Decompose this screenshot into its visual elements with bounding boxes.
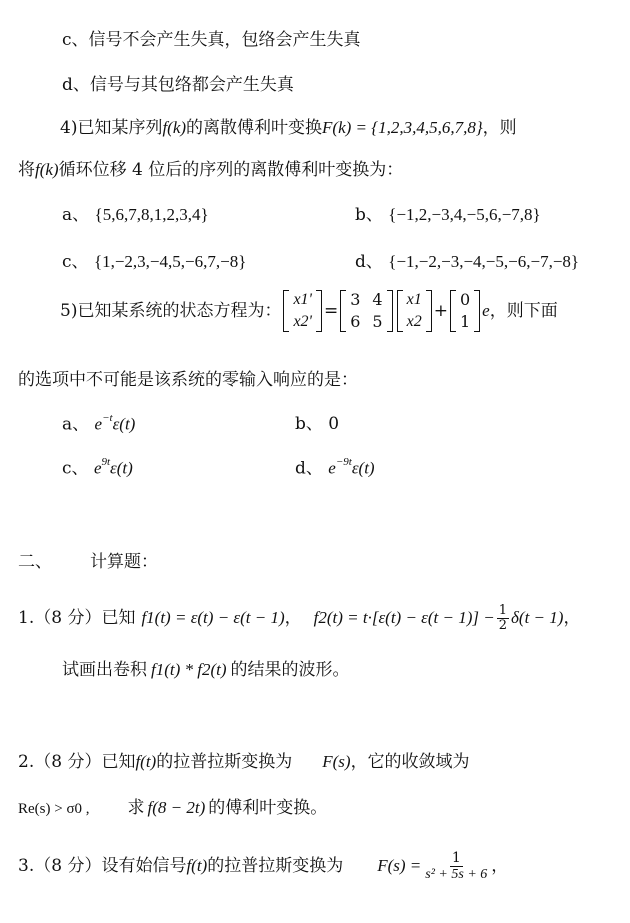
p2-mid: 的拉普拉斯变换为 [156,752,293,772]
option-base: e [94,414,103,434]
p2-Fs: F(s) [322,752,351,771]
problem-3 [18,850,508,883]
option-exp: −t [102,412,113,424]
fraction-numerator: 1 [451,850,461,866]
q4-option-c [62,252,246,272]
option-base: 0 [328,414,340,434]
option-value: {1,−2,3,−4,5,−6,7,−8} [93,252,247,271]
matrix-cell: x2' [293,313,312,330]
p1-line2-prefix: 试画出卷积 [62,660,147,680]
option-label: d、 [355,252,383,272]
q5-stem-prefix: 5)已知某系统的状态方程为： [60,300,282,321]
matrix-cell: x2 [406,313,422,330]
q4-option-d [355,252,579,272]
p2-line2-end: 的傅利叶变换。 [208,798,328,818]
transfer-fraction [423,850,489,883]
p1-f1: f1(t) = ε(t) − ε(t − 1) [141,608,285,628]
p3-prefix: 3.（8 分）设有始信号 [18,856,187,877]
option-label: d、 [295,458,323,479]
problem-2-line2 [18,798,327,818]
q4-stem-end: ，则 [482,118,517,138]
matrix-cell: 6 [350,312,361,331]
option-exp: −9t [335,456,352,468]
q4-line2-fk: f(k) [35,160,59,179]
q4-stem-prefix: 4)已知某序列 [60,118,163,138]
p2-end: ，它的收敛域为 [350,752,470,772]
fraction-half [497,604,509,633]
option-label: c、 [62,252,89,272]
input-e: e [482,300,490,320]
option-d-q3: d、信号与其包络都会产生失真 [62,75,294,95]
plus-sign: + [433,300,448,321]
p3-Fs-lhs: F(s) = [377,856,422,876]
p1-f2-end: δ(t − 1) [511,608,564,628]
p3-mid: 的拉普拉斯变换为 [207,856,344,877]
q4-stem-mid: 的离散傅利叶变换 [186,118,323,138]
problem-1-line2 [62,660,350,680]
input-matrix-B [450,290,480,332]
q4-line2-rest: 循环位移 4 位后的序列的离散傅利叶变换为： [58,160,404,180]
section-title: 计算题： [90,552,158,572]
p2-roc: Re(s) > σ0 , [18,801,90,817]
q4-option-a [62,205,209,225]
matrix-cell: 4 [372,290,383,309]
option-label: a、 [62,205,90,225]
p2-line2-mid: 求 [127,798,145,818]
option-value: {−1,2,−3,4,−5,6,−7,8} [388,205,541,224]
p1-sep: ， [284,608,302,629]
matrix-cell: 3 [350,290,361,309]
fraction-numerator: 1 [498,603,508,618]
option-label: b、 [295,414,323,434]
p2-ft: f(t) [135,752,157,771]
option-exp: 9t [101,456,111,468]
p3-ft: f(t) [186,856,208,876]
option-value: {−1,−2,−3,−4,−5,−6,−7,−8} [388,252,580,271]
problem-1 [18,604,580,633]
section-heading [18,552,158,572]
p1-line2-suffix: 的结果的波形。 [230,660,350,680]
fraction-denominator: s² + 5s + 6 [425,867,488,882]
matrix-cell: x1 [406,291,422,308]
matrix-cell: 0 [459,290,471,309]
p1-convolution: f1(t) * f2(t) [151,660,227,679]
q4-line2-prefix: 将 [18,160,35,180]
option-base: e [328,458,336,478]
fraction-denominator: 2 [498,618,508,633]
p1-end: ， [563,608,581,629]
option-tail: ε(t) [112,414,136,434]
option-tail: ε(t) [351,458,375,478]
state-vector-derivative [283,290,322,332]
equals-sign: = [323,300,339,321]
p2-f82t: f(8 − 2t) [147,798,206,817]
q5-option-c [62,458,133,479]
p3-end: ， [491,856,509,877]
state-vector [397,290,432,332]
question-4-line2 [18,160,403,180]
question-4-stem [60,118,517,138]
p1-f2-start: f2(t) = t·[ε(t) − ε(t − 1)] − [313,608,495,628]
q4-Fk: F(k) = {1,2,3,4,5,6,7,8} [322,118,483,137]
option-label: c、 [62,458,89,479]
q4-fk: f(k) [162,118,187,137]
question-5-line2: 的选项中不可能是该系统的零输入响应的是： [18,370,358,390]
option-base: e [93,458,102,478]
option-tail: ε(t) [110,458,133,478]
option-c-q3: c、信号不会产生失真，包络会产生失真 [62,30,361,50]
q5-option-d [295,458,375,479]
section-number: 二、 [18,552,52,572]
matrix-cell: 5 [372,312,383,331]
q5-option-a [62,414,135,435]
option-value: {5,6,7,8,1,2,3,4} [94,205,209,224]
question-5-stem [60,290,558,332]
matrix-cell: x1' [293,291,312,308]
problem-2 [18,752,470,772]
system-matrix-A [340,290,392,332]
option-label: b、 [355,205,383,225]
matrix-cell: 1 [459,312,471,331]
p2-prefix: 2.（8 分）已知 [18,752,136,772]
p1-prefix: 1.（8 分）已知 [18,608,136,629]
q5-option-b [295,414,339,434]
q5-stem-end: ，则下面 [489,300,558,321]
option-label: a、 [62,414,90,435]
q4-option-b [355,205,541,225]
